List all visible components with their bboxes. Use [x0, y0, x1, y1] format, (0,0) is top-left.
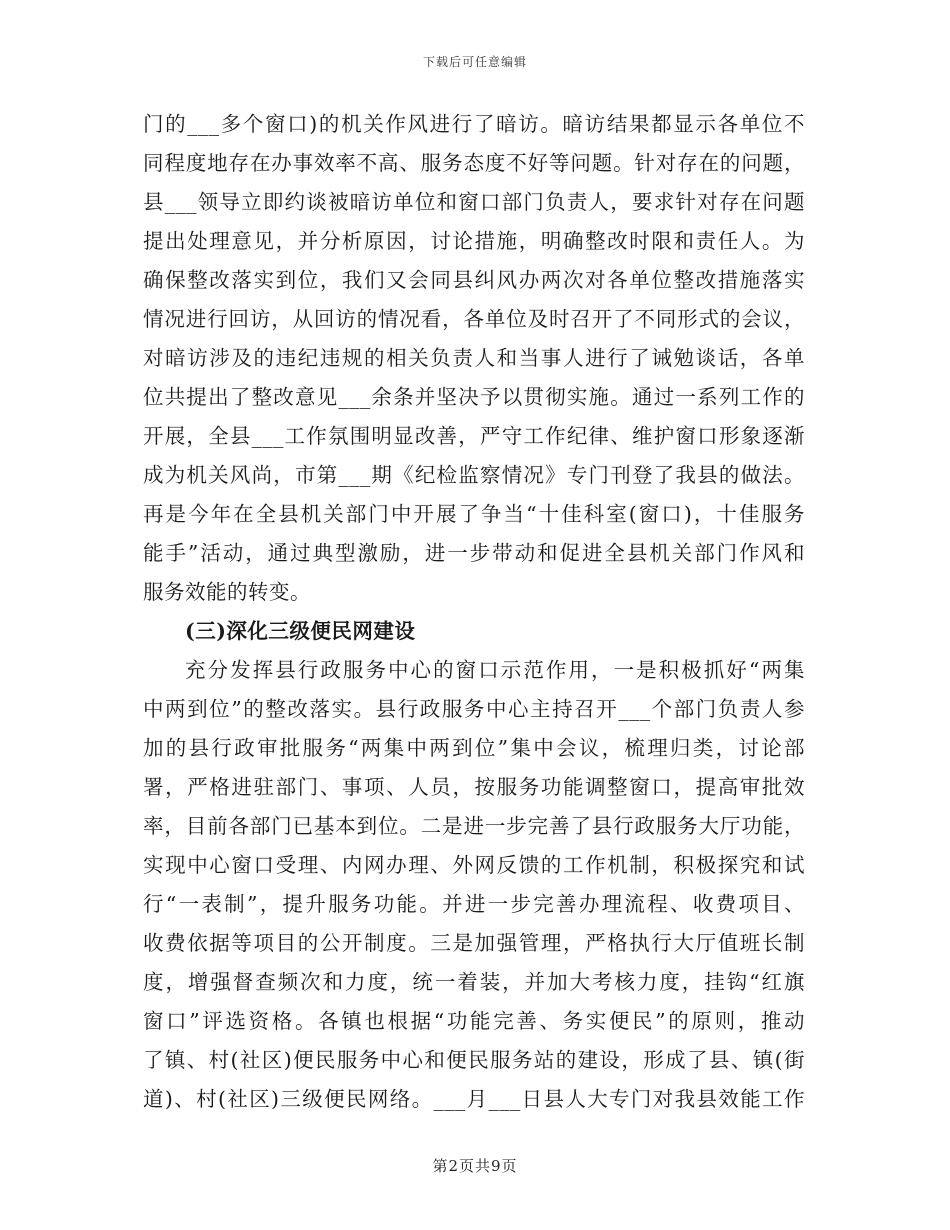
text-line: 开展，全县___工作氛围明显改善，严守工作纪律、维护窗口形象逐渐 [143, 424, 805, 448]
text-line: 门的___多个窗口)的机关作风进行了暗访。暗访结果都显示各单位不 [143, 112, 805, 136]
text-line: 窗口”评选资格。各镇也根据“功能完善、务实便民”的原则，推动 [143, 1009, 805, 1033]
page-number: 第2页共9页 [432, 1157, 518, 1175]
text-line: 署，严格进驻部门、事项、人员，按服务功能调整窗口，提高审批效 [143, 775, 805, 799]
text-line: 成为机关风尚，市第___期《纪检监察情况》专门刊登了我县的做法。 [143, 463, 805, 487]
text-line: 率，目前各部门已基本到位。二是进一步完善了县行政服务大厅功能， [143, 814, 805, 838]
text-line: 了镇、村(社区)便民服务中心和便民服务站的建设，形成了县、镇(街 [143, 1048, 805, 1072]
text-line: 收费依据等项目的公开制度。三是加强管理，严格执行大厅值班长制 [143, 931, 805, 955]
page-header: 下载后可任意编辑 [422, 55, 527, 69]
text-line: 同程度地存在办事效率不高、服务态度不好等问题。针对存在的问题， [143, 151, 805, 175]
document-body [143, 105, 805, 1119]
paragraph [143, 105, 805, 612]
text-line: 加的县行政审批服务“两集中两到位”集中会议，梳理归类，讨论部 [143, 736, 805, 760]
text-line: 能手”活动，通过典型激励，进一步带动和促进全县机关部门作风和 [143, 541, 805, 565]
text-line: 确保整改落实到位，我们又会同县纠风办两次对各单位整改措施落实 [143, 268, 805, 292]
text-line: 提出处理意见，并分析原因，讨论措施，明确整改时限和责任人。为 [143, 229, 805, 253]
paragraph [143, 651, 805, 1119]
text-line: 中两到位”的整改落实。县行政服务中心主持召开___个部门负责人参 [143, 697, 805, 721]
text-line: 服务效能的转变。 [143, 580, 311, 604]
text-line: 再是今年在全县机关部门中开展了争当“十佳科室(窗口)，十佳服务 [143, 502, 805, 526]
text-line: 位共提出了整改意见___余条并坚决予以贯彻实施。通过一系列工作的 [143, 385, 805, 409]
text-line: 情况进行回访，从回访的情况看，各单位及时召开了不同形式的会议， [143, 307, 805, 331]
text-line: 度，增强督查频次和力度，统一着装，并加大考核力度，挂钩“红旗 [143, 970, 805, 994]
text-line: 道)、村(社区)三级便民网络。___月___日县人大专门对我县效能工作 [143, 1087, 805, 1111]
text-line: 县___领导立即约谈被暗访单位和窗口部门负责人，要求针对存在问题 [143, 190, 805, 214]
text-line: 行“一表制”，提升服务功能。并进一步完善办理流程、收费项目、 [143, 892, 805, 916]
text-line: 对暗访涉及的违纪违规的相关负责人和当事人进行了诫勉谈话，各单 [143, 346, 805, 370]
text-line: 充分发挥县行政服务中心的窗口示范作用，一是积极抓好“两集 [185, 658, 805, 682]
section-heading: (三)深化三级便民网建设 [185, 619, 416, 643]
text-line: 实现中心窗口受理、内网办理、外网反馈的工作机制，积极探究和试 [143, 853, 805, 877]
